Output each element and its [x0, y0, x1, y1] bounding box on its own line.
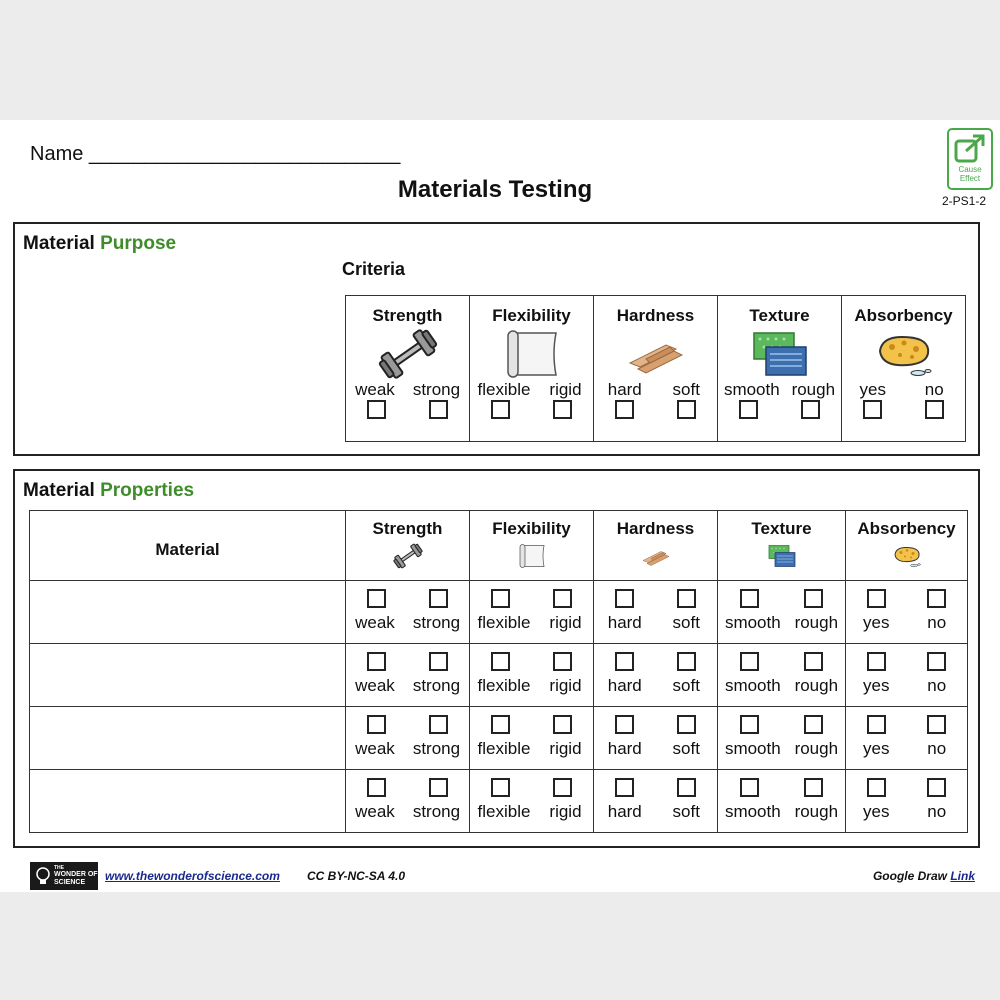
- option-label: strong: [412, 613, 461, 632]
- checkbox[interactable]: [927, 652, 946, 671]
- material-purpose-section: [13, 222, 980, 456]
- option-label: strong: [412, 739, 461, 758]
- external-link-icon: [953, 134, 987, 164]
- table-row: [30, 770, 968, 833]
- option-label: hard: [607, 613, 642, 632]
- checkbox[interactable]: [553, 778, 572, 797]
- option-label: flexible: [477, 380, 531, 399]
- checkbox[interactable]: [867, 652, 886, 671]
- checkbox[interactable]: [804, 778, 823, 797]
- checkbox[interactable]: [615, 400, 634, 419]
- option-label: no: [927, 802, 947, 821]
- criteria-cell-flexibility: [470, 296, 594, 442]
- option-label: hard: [607, 739, 642, 758]
- checkbox[interactable]: [553, 400, 572, 419]
- dumbbell-icon: [378, 329, 438, 379]
- checkbox[interactable]: [677, 652, 696, 671]
- property-cell: [470, 707, 594, 770]
- purpose-heading: [23, 233, 176, 255]
- option-label: flexible: [477, 613, 531, 632]
- criteria-header: Strength: [372, 519, 443, 538]
- badge-label-effect: Effect: [959, 174, 981, 183]
- option-label: smooth: [724, 676, 781, 695]
- checkbox[interactable]: [925, 400, 944, 419]
- option-label: rough: [791, 380, 836, 399]
- logo-line: SCIENCE: [54, 879, 86, 886]
- properties-table: [29, 510, 968, 833]
- paper-roll-icon: [517, 543, 547, 569]
- fabric-swatch-icon: [750, 329, 810, 379]
- checkbox[interactable]: [615, 715, 634, 734]
- option-label: strong: [412, 802, 461, 821]
- property-cell: [346, 581, 470, 644]
- option-label: no: [924, 380, 944, 399]
- checkbox[interactable]: [429, 652, 448, 671]
- standard-code: 2-PS1-2: [941, 194, 987, 208]
- criteria-cell-texture: [718, 296, 842, 442]
- page-title: Materials Testing: [397, 176, 593, 203]
- option-label: hard: [607, 676, 642, 695]
- checkbox[interactable]: [740, 652, 759, 671]
- column-header-texture: [718, 511, 846, 581]
- option-label: rigid: [549, 739, 582, 758]
- property-cell: [846, 707, 968, 770]
- column-header-flexibility: [470, 511, 594, 581]
- option-label: weak: [355, 739, 395, 758]
- option-label: smooth: [723, 380, 780, 399]
- fabric-swatch-icon: [767, 543, 797, 569]
- option-label: yes: [863, 676, 890, 695]
- option-label: soft: [672, 802, 700, 821]
- criteria-header: Absorbency: [857, 519, 956, 538]
- checkbox[interactable]: [553, 652, 572, 671]
- checkbox[interactable]: [804, 652, 823, 671]
- wonder-of-science-logo: [30, 862, 98, 890]
- column-header-strength: [346, 511, 470, 581]
- checkbox[interactable]: [677, 715, 696, 734]
- property-cell: [346, 644, 470, 707]
- option-label: soft: [672, 739, 700, 758]
- option-label: soft: [672, 676, 700, 695]
- checkbox[interactable]: [615, 589, 634, 608]
- property-cell: [718, 770, 846, 833]
- checkbox[interactable]: [429, 589, 448, 608]
- dumbbell-icon: [393, 543, 423, 569]
- material-entry-cell[interactable]: [30, 770, 346, 833]
- google-draw-link[interactable]: Link: [950, 869, 975, 883]
- material-entry-cell[interactable]: [30, 644, 346, 707]
- checkbox[interactable]: [863, 400, 882, 419]
- property-cell: [346, 707, 470, 770]
- criteria-cell-absorbency: [842, 296, 966, 442]
- checkbox[interactable]: [677, 400, 696, 419]
- property-cell: [718, 644, 846, 707]
- property-cell: [846, 644, 968, 707]
- option-label: weak: [355, 380, 395, 399]
- option-label: strong: [412, 676, 461, 695]
- table-row: [30, 581, 968, 644]
- wood-planks-icon: [626, 329, 686, 379]
- option-label: smooth: [724, 739, 781, 758]
- option-label: yes: [863, 739, 890, 758]
- option-label: rough: [794, 613, 839, 632]
- logo-text: [54, 865, 98, 887]
- property-cell: [470, 770, 594, 833]
- checkbox[interactable]: [491, 652, 510, 671]
- property-cell: [470, 581, 594, 644]
- option-label: rigid: [549, 802, 582, 821]
- table-row: [30, 707, 968, 770]
- option-label: flexible: [477, 802, 531, 821]
- option-label: rough: [794, 676, 839, 695]
- option-label: weak: [355, 802, 395, 821]
- criteria-header: Absorbency: [854, 306, 953, 325]
- cause-effect-badge: [947, 128, 993, 190]
- option-label: rough: [794, 739, 839, 758]
- column-header-hardness: [594, 511, 718, 581]
- option-label: smooth: [724, 802, 781, 821]
- checkbox[interactable]: [429, 778, 448, 797]
- option-label: no: [927, 739, 947, 758]
- option-label: rigid: [549, 613, 582, 632]
- option-label: smooth: [724, 613, 781, 632]
- badge-label-cause: Cause: [958, 165, 982, 174]
- criteria-label: Criteria: [342, 259, 406, 279]
- option-label: soft: [672, 380, 700, 399]
- option-label: hard: [607, 380, 642, 399]
- criteria-cell-strength: [346, 296, 470, 442]
- property-cell: [594, 707, 718, 770]
- option-label: no: [927, 676, 947, 695]
- lightbulb-icon: [33, 866, 53, 886]
- checkbox[interactable]: [491, 778, 510, 797]
- checkbox[interactable]: [740, 589, 759, 608]
- criteria-table: [345, 295, 966, 442]
- checkbox[interactable]: [801, 400, 820, 419]
- worksheet: [0, 120, 1000, 892]
- checkbox[interactable]: [491, 589, 510, 608]
- criteria-header: Hardness: [616, 306, 695, 325]
- purpose-heading-purpose: Purpose: [100, 233, 177, 254]
- criteria-cell-hardness: [594, 296, 718, 442]
- checkbox[interactable]: [867, 715, 886, 734]
- option-label: strong: [412, 380, 461, 399]
- option-label: no: [927, 613, 947, 632]
- purpose-heading-material: Material: [23, 233, 95, 254]
- property-cell: [470, 644, 594, 707]
- option-label: weak: [355, 613, 395, 632]
- criteria-header: Flexibility: [492, 306, 571, 325]
- material-column-header: Material: [30, 511, 346, 581]
- material-entry-cell[interactable]: [30, 581, 346, 644]
- properties-heading-material: Material: [23, 480, 95, 501]
- checkbox[interactable]: [740, 778, 759, 797]
- option-label: soft: [672, 613, 700, 632]
- property-cell: [346, 770, 470, 833]
- checkbox[interactable]: [804, 715, 823, 734]
- checkbox[interactable]: [677, 589, 696, 608]
- criteria-header: Hardness: [616, 519, 695, 538]
- option-label: flexible: [477, 676, 531, 695]
- option-label: rigid: [549, 676, 582, 695]
- checkbox[interactable]: [367, 652, 386, 671]
- property-cell: [718, 707, 846, 770]
- property-cell: [718, 581, 846, 644]
- property-cell: [594, 581, 718, 644]
- footer: [30, 862, 975, 890]
- website-link[interactable]: www.thewonderofscience.com: [105, 869, 280, 883]
- checkbox[interactable]: [927, 778, 946, 797]
- material-entry-cell[interactable]: [30, 707, 346, 770]
- sponge-icon: [874, 329, 934, 379]
- property-cell: [846, 581, 968, 644]
- paper-roll-icon: [502, 329, 562, 379]
- checkbox[interactable]: [553, 715, 572, 734]
- checkbox[interactable]: [867, 778, 886, 797]
- criteria-header: Flexibility: [492, 519, 571, 538]
- option-label: yes: [863, 802, 890, 821]
- google-draw-label: Google Draw: [872, 869, 947, 883]
- checkbox[interactable]: [740, 715, 759, 734]
- criteria-header: Texture: [751, 519, 812, 538]
- table-row: [30, 644, 968, 707]
- checkbox[interactable]: [615, 652, 634, 671]
- property-cell: [846, 770, 968, 833]
- option-label: yes: [859, 380, 886, 399]
- checkbox[interactable]: [677, 778, 696, 797]
- option-label: weak: [355, 676, 395, 695]
- property-cell: [594, 644, 718, 707]
- checkbox[interactable]: [867, 589, 886, 608]
- checkbox[interactable]: [804, 589, 823, 608]
- checkbox[interactable]: [927, 589, 946, 608]
- properties-heading-properties: Properties: [100, 480, 195, 501]
- checkbox[interactable]: [367, 778, 386, 797]
- column-header-absorbency: [846, 511, 968, 581]
- checkbox[interactable]: [553, 589, 572, 608]
- name-field[interactable]: Name ____________________________: [30, 143, 401, 165]
- checkbox[interactable]: [367, 589, 386, 608]
- google-draw-note: [873, 869, 975, 883]
- license-text: CC BY-NC-SA 4.0: [307, 869, 406, 883]
- criteria-header: Strength: [372, 306, 443, 325]
- option-label: rigid: [549, 380, 582, 399]
- logo-line: WONDER OF: [54, 871, 98, 878]
- checkbox[interactable]: [367, 715, 386, 734]
- checkbox[interactable]: [491, 400, 510, 419]
- checkbox[interactable]: [491, 715, 510, 734]
- checkbox[interactable]: [615, 778, 634, 797]
- material-properties-section: [13, 469, 980, 848]
- checkbox[interactable]: [429, 715, 448, 734]
- checkbox[interactable]: [927, 715, 946, 734]
- option-label: flexible: [477, 739, 531, 758]
- checkbox[interactable]: [429, 400, 448, 419]
- property-cell: [594, 770, 718, 833]
- wood-planks-icon: [641, 543, 671, 569]
- checkbox[interactable]: [739, 400, 758, 419]
- option-label: hard: [607, 802, 642, 821]
- sponge-icon: [892, 543, 922, 569]
- properties-heading: [23, 480, 194, 502]
- criteria-header: Texture: [749, 306, 810, 325]
- option-label: rough: [794, 802, 839, 821]
- option-label: yes: [863, 613, 890, 632]
- checkbox[interactable]: [367, 400, 386, 419]
- logo-line: THE: [54, 865, 64, 871]
